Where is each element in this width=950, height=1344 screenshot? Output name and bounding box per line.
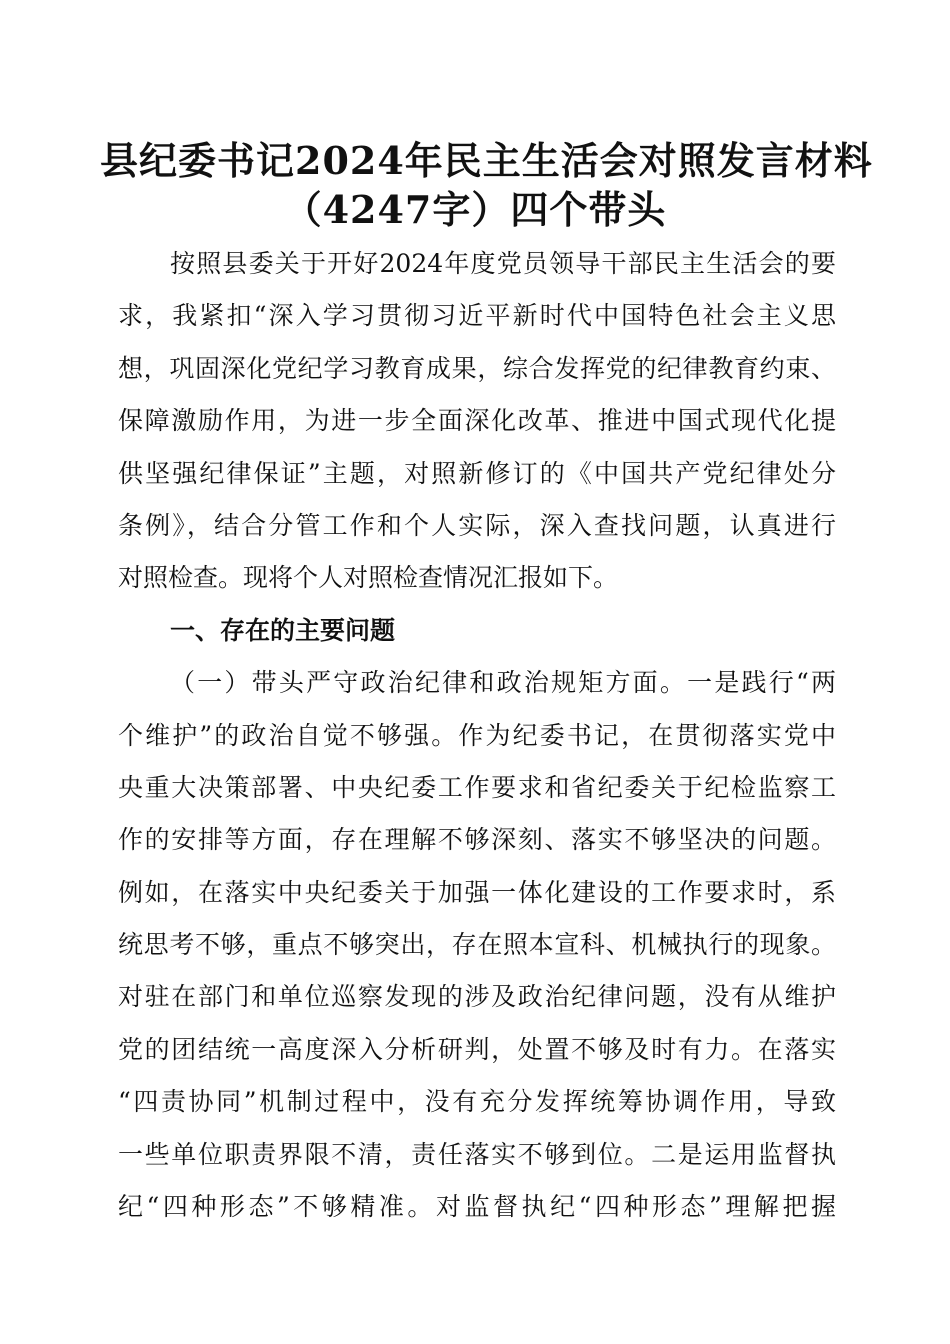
section-heading: 一、存在的主要问题 <box>170 615 396 645</box>
section-paragraph-line: “四责协同”机制过程中，没有充分发挥统筹协调作用，导致 <box>118 1087 836 1117</box>
intro-paragraph-line: 保障激励作用，为进一步全面深化改革、推进中国式现代化提 <box>118 406 836 436</box>
document-title-line-1: 县纪委书记2024年民主生活会对照发言材料 <box>100 138 873 183</box>
intro-paragraph-line: 对照检查。现将个人对照检查情况汇报如下。 <box>118 563 619 593</box>
section-paragraph-line: 作的安排等方面，存在理解不够深刻、落实不够坚决的问题。 <box>118 825 836 855</box>
section-paragraph-line: 对驻在部门和单位巡察发现的涉及政治纪律问题，没有从维护 <box>118 982 836 1012</box>
intro-paragraph-line: 按照县委关于开好2024年度党员领导干部民主生活会的要 <box>170 249 836 278</box>
intro-paragraph-line: 供坚强纪律保证”主题，对照新修订的《中国共产党纪律处分 <box>118 458 836 488</box>
intro-paragraph-line: 条例》，结合分管工作和个人实际，深入查找问题，认真进行 <box>118 510 836 540</box>
section-paragraph-line: 个维护”的政治自觉不够强。作为纪委书记，在贯彻落实党中 <box>118 720 836 750</box>
section-paragraph-line: 纪“四种形态”不够精准。对监督执纪“四种形态”理解把握 <box>118 1192 836 1222</box>
intro-paragraph-line: 求，我紧扣“深入学习贯彻习近平新时代中国特色社会主义思 <box>118 301 836 331</box>
document-title-line-2: （4247字）四个带头 <box>283 187 667 232</box>
section-paragraph-line: 统思考不够，重点不够突出，存在照本宣科、机械执行的现象。 <box>118 930 836 960</box>
intro-paragraph-line: 想，巩固深化党纪学习教育成果，综合发挥党的纪律教育约束、 <box>118 353 836 383</box>
section-paragraph-line: （一）带头严守政治纪律和政治规矩方面。一是践行“两 <box>170 668 836 698</box>
document-body <box>118 238 836 1233</box>
section-paragraph-line: 党的团结统一高度深入分析研判，处置不够及时有力。在落实 <box>118 1034 836 1064</box>
section-paragraph-line: 例如，在落实中央纪委关于加强一体化建设的工作要求时，系 <box>118 877 836 907</box>
section-paragraph-line: 央重大决策部署、中央纪委工作要求和省纪委关于纪检监察工 <box>118 772 836 802</box>
section-paragraph-line: 一些单位职责界限不清，责任落实不够到位。二是运用监督执 <box>118 1139 836 1169</box>
